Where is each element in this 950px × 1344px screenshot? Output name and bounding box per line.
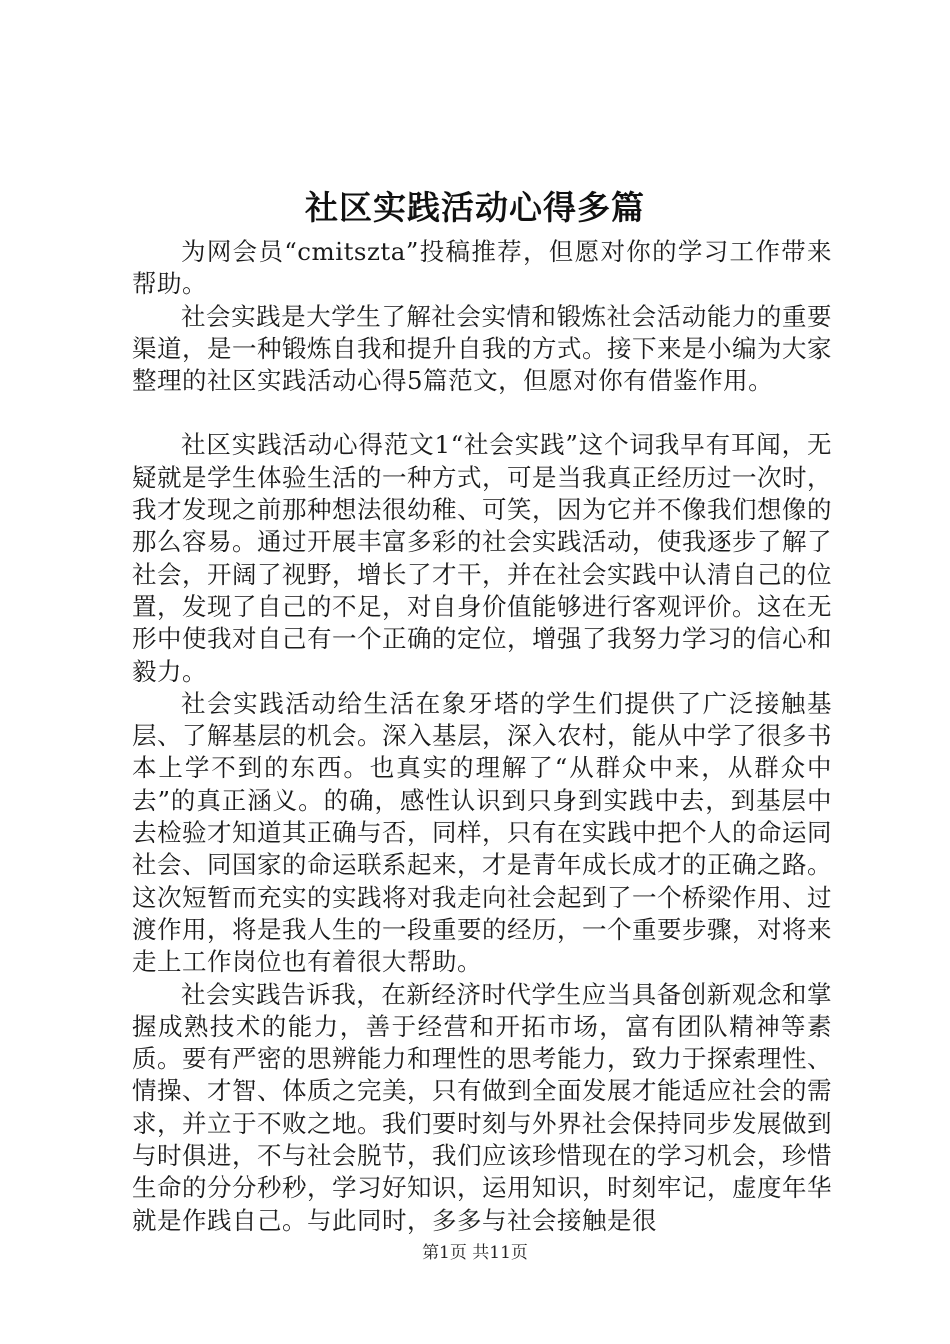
intro-paragraph-2: 社会实践是大学生了解社会实情和锻炼社会活动能力的重要渠道，是一种锻炼自我和提升自我的方式。接下来是小编为大家整理的社区实践活动心得5篇范文，但愿对你有借鉴作用。 xyxy=(132,301,832,396)
body-paragraph-3: 社会实践告诉我，在新经济时代学生应当具备创新观念和掌握成熟技术的能力，善于经营和开拓市场，富有团队精神等素质。要有严密的思辨能力和理性的思考能力，致力于探索理性、情操、才智、体质之完美，只有做到全面发展才能适应社会的需求，并立于不败之地。我们要时刻与外界社会保持同步发展做到与时俱进，不与社会脱节，我们应该珍惜现在的学习机会，珍惜生命的分分秒秒，学习好知识，运用知识，时刻牢记，虚度年华就是作践自己。与此同时，多多与社会接触是很 xyxy=(132,979,832,1235)
page-number-footer: 第1页 共11页 xyxy=(422,1243,528,1263)
intro-paragraph-1: 为网会员“cmitszta”投稿推荐，但愿对你的学习工作带来帮助。 xyxy=(132,237,832,299)
document-title: 社区实践活动心得多篇 xyxy=(305,188,645,227)
document-body xyxy=(132,236,832,1237)
body-paragraph-2: 社会实践活动给生活在象牙塔的学生们提供了广泛接触基层、了解基层的机会。深入基层，深入农村，能从中学了很多书本上学不到的东西。也真实的理解了“从群众中来，从群众中去”的真正涵义。的确，感性认识到只身到实践中去，到基层中去检验才知道其正确与否，同样，只有在实践中把个人的命运同社会、同国家的命运联系起来，才是青年成长成才的正确之路。这次短暂而充实的实践将对我走向社会起到了一个桥梁作用、过渡作用，将是我人生的一段重要的经历，一个重要步骤，对将来走上工作岗位也有着很大帮助。 xyxy=(132,688,832,977)
body-paragraph-1: 社区实践活动心得范文1“社会实践”这个词我早有耳闻，无疑就是学生体验生活的一种方式，可是当我真正经历过一次时，我才发现之前那种想法很幼稚、可笑，因为它并不像我们想像的那么容易。通过开展丰富多彩的社会实践活动，使我逐步了解了社会，开阔了视野，增长了才干，并在社会实践中认清自己的位置，发现了自己的不足，对自身价值能够进行客观评价。这在无形中使我对自己有一个正确的定位，增强了我努力学习的信心和毅力。 xyxy=(132,430,832,686)
paragraph-spacer xyxy=(132,397,832,429)
